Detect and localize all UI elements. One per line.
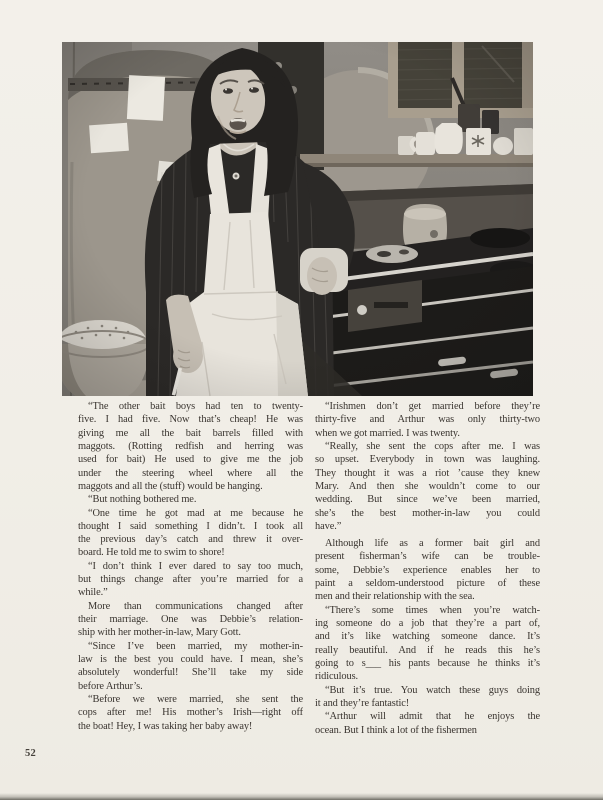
paragraph <box>315 440 540 533</box>
text-line: “One time he got mad at me because he <box>88 507 303 519</box>
text-line: the previous day’s catch and threw it over- <box>78 534 303 546</box>
text-line: thought I said something I didn’t. I took all <box>78 520 303 532</box>
page-bottom-edge <box>0 793 603 800</box>
text-line: ocean. But I think a lot of the fishermen <box>315 724 477 736</box>
paragraph <box>78 693 303 733</box>
text-line: ridiculous. <box>315 671 359 683</box>
text-line: “Before we were married, she sent the <box>88 693 303 705</box>
text-line: law is the best you could have. I mean, she’s <box>78 653 303 665</box>
paragraph <box>315 537 540 604</box>
paragraph <box>78 640 303 693</box>
text-line: their marriage. One was Debbie’s relation- <box>78 614 303 625</box>
paragraph <box>315 400 540 440</box>
paragraph <box>315 684 540 711</box>
paragraph <box>78 600 303 640</box>
text-line: but things change after you’re married for a <box>78 574 303 586</box>
photo-illustration <box>62 42 533 396</box>
text-line: present fisherman’s wife can be trouble- <box>315 551 540 563</box>
text-line: They thought it was a riot ’cause they knew <box>315 467 540 479</box>
text-line: while.” <box>78 587 108 599</box>
text-line: “Since I’ve been married, my mother-in- <box>88 640 303 652</box>
text-line: maggots. (Rotting redfish and herring was <box>78 440 303 452</box>
text-line: ing someone do a job that they’re a part of, <box>315 618 540 629</box>
text-line: Although life as a former bait girl and <box>325 538 540 550</box>
text-line: it and they’re fantastic! <box>315 697 410 709</box>
paragraph <box>78 400 303 493</box>
text-line: used for bait) He used to give me the job <box>78 454 303 466</box>
text-line: absolutely wonderful! She’ll take my side <box>78 667 303 679</box>
text-line: ship with her mother-in-law, Mary Gott. <box>78 627 241 639</box>
left-column <box>78 400 303 737</box>
text-line: “But nothing bothered me. <box>88 494 197 506</box>
photo-vignette <box>62 42 533 396</box>
text-line: “I don’t think I ever dared to say too much, <box>88 560 303 572</box>
paragraph <box>78 560 303 600</box>
text-line: some, Debbie’s experience enables her to <box>315 564 540 576</box>
text-line: really beautiful. And if he reads this he’s <box>315 644 540 656</box>
text-line: five. I had five. Now that’s cheap! He was <box>78 414 303 426</box>
text-line: and it’s like watching someone dance. It’s <box>315 631 540 643</box>
text-line: cops after me! His mother’s Irish—right off <box>78 707 303 719</box>
right-column <box>315 400 540 737</box>
text-line: “But it’s true. You watch these guys doing <box>325 684 540 696</box>
text-line: under the steering wheel where all the <box>78 467 303 479</box>
text-line: maggots and all the (stuff) would be hanging. <box>78 480 263 492</box>
text-line: so upset. Everybody in town was laughing. <box>315 454 540 466</box>
text-line: Mary. And then she wouldn’t come to our <box>315 480 540 492</box>
text-line: paint a seldom-understood picture of these <box>315 578 540 590</box>
text-line: board. He told me to swim to shore! <box>78 547 225 559</box>
text-line: the boat! Hey, I was taking her baby away! <box>78 720 253 732</box>
text-line: “There’s some times when you’re watch- <box>325 604 540 616</box>
text-line: “The other bait boys had ten to twenty- <box>88 401 303 412</box>
text-line: giving me all the bait barrels filled with <box>78 427 303 439</box>
page-number: 52 <box>25 748 37 759</box>
text-line: More than communications changed after <box>88 600 303 612</box>
paragraph <box>78 493 303 506</box>
text-line: thirty-five and Arthur was only thirty-two <box>315 414 540 426</box>
text-line: going to s___ his pants because he thinks it’s <box>315 657 540 669</box>
text-line: before Arthur’s. <box>78 680 143 692</box>
text-line: “Irishmen don’t get married before they’re <box>325 401 540 412</box>
text-line: “Really, she sent the cops after me. I was <box>325 440 540 452</box>
article-text <box>78 400 540 737</box>
text-line: have.” <box>315 520 342 532</box>
text-line: when we got married. I was twenty. <box>315 427 460 439</box>
paragraph <box>78 507 303 560</box>
text-line: wedding. But since we’ve been married, <box>315 494 540 506</box>
paragraph <box>315 604 540 684</box>
paragraph <box>315 710 540 737</box>
photograph <box>62 42 533 396</box>
text-line: “Arthur will admit that he enjoys the <box>325 711 540 723</box>
text-line: she’s the best mother-in-law you could <box>315 507 540 519</box>
text-line: men and their relationship with the sea. <box>315 591 475 603</box>
